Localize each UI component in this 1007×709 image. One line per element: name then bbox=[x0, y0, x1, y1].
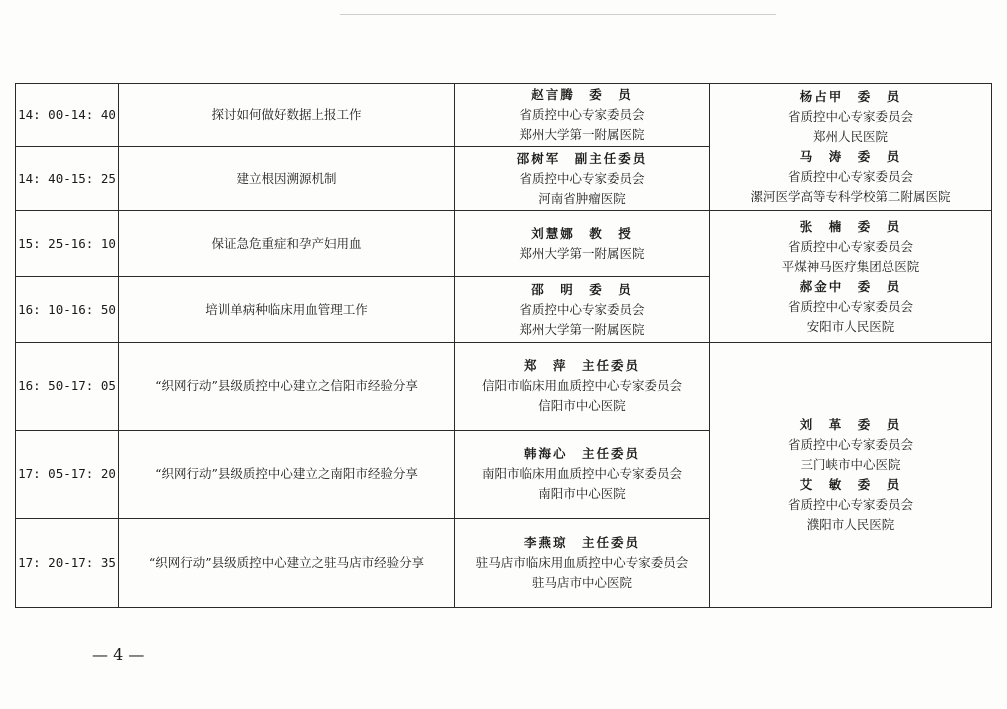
topic-cell: 探讨如何做好数据上报工作 bbox=[119, 84, 455, 147]
speaker-org: 省质控中心专家委员会 bbox=[519, 301, 645, 317]
host-org: 安阳市人民医院 bbox=[806, 318, 895, 334]
time-cell: 15: 25-16: 10 bbox=[16, 211, 119, 277]
table-row bbox=[16, 211, 992, 277]
speaker-org: 信阳市中心医院 bbox=[538, 398, 626, 414]
time-cell: 14: 00-14: 40 bbox=[16, 84, 119, 147]
speaker-name: 邵树军 副主任委员 bbox=[516, 150, 648, 166]
host-org: 漯河医学高等专科学校第二附属医院 bbox=[750, 189, 951, 205]
speaker-org: 河南省肿瘤医院 bbox=[538, 190, 626, 206]
host-cell bbox=[710, 211, 992, 343]
host-cell bbox=[710, 342, 992, 607]
speaker-org: 省质控中心专家委员会 bbox=[519, 106, 645, 122]
speaker-cell bbox=[455, 146, 710, 211]
speaker-cell bbox=[455, 84, 710, 147]
host-org: 省质控中心专家委员会 bbox=[787, 169, 913, 185]
speaker-org: 郑州大学第一附属医院 bbox=[519, 321, 645, 337]
speaker-org: 南阳市中心医院 bbox=[538, 486, 626, 502]
schedule-table bbox=[15, 83, 992, 608]
speaker-name: 刘慧娜 教 授 bbox=[531, 225, 633, 241]
topic-cell: 保证急危重症和孕产妇用血 bbox=[119, 211, 455, 277]
topic-cell: “织网行动”县级质控中心建立之信阳市经验分享 bbox=[119, 342, 455, 430]
speaker-name: 韩海心 主任委员 bbox=[523, 446, 640, 462]
host-name: 艾 敏 委 员 bbox=[799, 476, 902, 492]
speaker-org: 郑州大学第一附属医院 bbox=[519, 245, 645, 261]
host-org: 郑州人民医院 bbox=[812, 129, 888, 145]
speaker-cell bbox=[455, 430, 710, 518]
speaker-org: 南阳市临床用血质控中心专家委员会 bbox=[481, 466, 682, 482]
host-org: 三门峡市中心医院 bbox=[800, 456, 901, 472]
host-name: 杨占甲 委 员 bbox=[799, 89, 902, 105]
host-org: 平煤神马医疗集团总医院 bbox=[781, 258, 920, 274]
topic-cell: 培训单病种临床用血管理工作 bbox=[119, 277, 455, 343]
topic-cell: “织网行动”县级质控中心建立之驻马店市经验分享 bbox=[119, 518, 455, 607]
host-org: 省质控中心专家委员会 bbox=[787, 436, 913, 452]
speaker-cell bbox=[455, 518, 710, 607]
speaker-cell bbox=[455, 211, 710, 277]
speaker-name: 郑 萍 主任委员 bbox=[523, 358, 640, 374]
time-cell: 16: 10-16: 50 bbox=[16, 277, 119, 343]
page-number: — 4 — bbox=[92, 645, 145, 664]
topic-cell: 建立根因溯源机制 bbox=[119, 146, 455, 211]
time-cell: 17: 05-17: 20 bbox=[16, 430, 119, 518]
host-name: 刘 革 委 员 bbox=[799, 416, 902, 432]
table-row bbox=[16, 84, 992, 147]
host-org: 省质控中心专家委员会 bbox=[787, 496, 913, 512]
time-cell: 17: 20-17: 35 bbox=[16, 518, 119, 607]
topic-cell: “织网行动”县级质控中心建立之南阳市经验分享 bbox=[119, 430, 455, 518]
top-rule bbox=[340, 14, 776, 15]
host-org: 省质控中心专家委员会 bbox=[787, 109, 913, 125]
host-org: 省质控中心专家委员会 bbox=[787, 298, 913, 314]
speaker-org: 郑州大学第一附属医院 bbox=[519, 126, 645, 142]
host-name: 张 楠 委 员 bbox=[799, 218, 902, 234]
table-row bbox=[16, 342, 992, 430]
host-name: 马 涛 委 员 bbox=[799, 149, 902, 165]
speaker-cell bbox=[455, 277, 710, 343]
host-org: 省质控中心专家委员会 bbox=[787, 238, 913, 254]
time-cell: 16: 50-17: 05 bbox=[16, 342, 119, 430]
time-cell: 14: 40-15: 25 bbox=[16, 146, 119, 211]
speaker-org: 驻马店市临床用血质控中心专家委员会 bbox=[475, 554, 689, 570]
speaker-org: 驻马店市中心医院 bbox=[531, 574, 632, 590]
speaker-org: 信阳市临床用血质控中心专家委员会 bbox=[481, 378, 682, 394]
speaker-cell bbox=[455, 342, 710, 430]
speaker-org: 省质控中心专家委员会 bbox=[519, 170, 645, 186]
host-name: 郝金中 委 员 bbox=[799, 278, 902, 294]
host-cell bbox=[710, 84, 992, 211]
speaker-name: 赵言腾 委 员 bbox=[531, 86, 633, 102]
host-org: 濮阳市人民医院 bbox=[806, 516, 895, 532]
speaker-name: 邵 明 委 员 bbox=[531, 281, 633, 297]
speaker-name: 李燕琼 主任委员 bbox=[523, 534, 640, 550]
